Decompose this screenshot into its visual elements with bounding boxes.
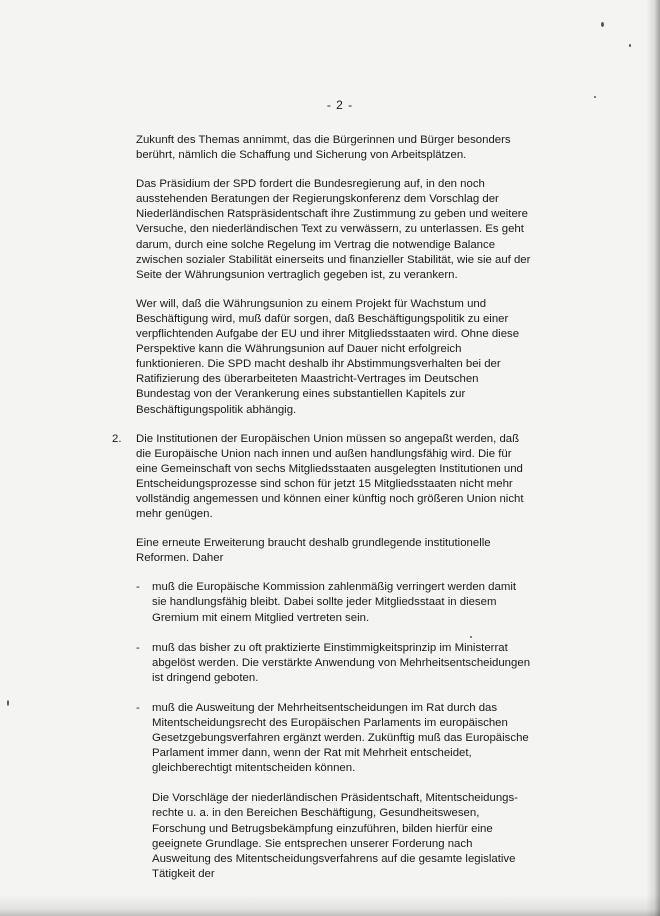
scan-speck — [629, 44, 631, 47]
list-item-text: muß das bisher zu oft praktizierte Einstimmigkeitsprinzip im Ministerrat abgelöst werden. Die verstärkte Anwendung von Mehrheitsentscheidungen ist dringend geboten. — [152, 641, 531, 684]
document-body — [112, 133, 532, 896]
section-intro: Eine erneute Erweiterung braucht deshalb grundlegende institutionelle Reformen. Daher — [136, 537, 491, 565]
paragraph: Zukunft des Themas annimmt, das die Bürgerinnen und Bürger besonders berührt, nämlich die Schaffung und Sicherung von Arbeitsplätzen. — [136, 134, 511, 162]
scan-shadow-right — [646, 0, 660, 916]
list-item — [136, 580, 532, 625]
list-item — [136, 701, 532, 776]
scan-speck — [601, 22, 604, 27]
dash-bullet: - — [136, 641, 140, 654]
dash-bullet: - — [136, 581, 140, 594]
section-number: 2. — [112, 432, 122, 445]
list-item — [136, 641, 532, 686]
closing-paragraph: Die Vorschläge der niederländischen Präsidentschaft, Mitentscheidungs-rechte u. a. in den Bereichen Beschäftigung, Gesundheitswesen, Forschung und Betrugsbekämpfung einzuführen, bilden hierfür eine geeignete Grundlage. Sie entsprechen unserer Forderung nach Ausweitung des Mitentscheidungsverfahrens auf die gesamte legislative Tätigkeit der — [152, 792, 518, 880]
section-text: Die Institutionen der Europäischen Union müssen so angepaßt werden, daß die Europäische Union nach innen und außen handlungsfähig wird. Die für eine Gemeinschaft von sechs Mitgliedsstaaten ausgelegten Institutionen und Entscheidungsprozesse sind schon für jetzt 15 Mitgliedsstaaten nicht mehr vollständig angemessen und können einer künftig noch größeren Union nicht mehr genügen. — [136, 432, 524, 521]
scan-speck — [7, 700, 9, 706]
scan-shadow-bottom — [0, 894, 660, 916]
list-item-text: muß die Europäische Kommission zahlenmäßig verringert werden damit sie handlungsfähig bleibt. Dabei sollte jeder Mitgliedsstaat in diesem Gremium mit einem Mitglied vertreten sein. — [152, 581, 517, 624]
list-item-text: muß die Ausweitung der Mehrheitsentscheidungen im Rat durch das Mitentscheidungsrecht des Europäischen Parlaments im europäischen Gesetzgebungsverfahren ergänzt werden. Zukünftig muß das Europäische Parlament immer dann, wenn der Rat mit Mehrheit entscheidet, gleichberechtigt mitentscheiden können. — [152, 701, 529, 775]
paragraph: Wer will, daß die Währungsunion zu einem Projekt für Wachstum und Beschäftigung wird, muß dafür sorgen, daß Beschäftigungspolitik zu einer verpflichtenden Aufgabe der EU und ihrer Mitgliedsstaaten wird. Ohne diese Perspektive kann die Währungsunion auf Dauer nicht erfolgreich funktionieren. Die SPD macht deshalb ihr Abstimmungsverhalten bei der Ratifizierung des überarbeiteten Maastricht-Vertrages im Deutschen Bundestag von der Verankerung eines substantiellen Kapitels zur Beschäftigungspolitik abhängig. — [136, 297, 520, 416]
numbered-section-2 — [112, 432, 532, 523]
paragraph: Das Präsidium der SPD fordert die Bundesregierung auf, in den noch ausstehenden Beratungen der Regierungskonferenz dem Vorschlag der Niederländischen Ratspräsidentschaft ihre Zustimmung zu geben und weitere Versuche, den niederländischen Text zu verwässern, zu unterlassen. Es geht darum, durch eine solche Regelung im Vertrag die notwendige Balance zwischen sozialer Stabilität einerseits und finanzieller Stabilität, wie sie auf der Seite der Währungsunion vertraglich gegeben ist, zu verankern. — [136, 178, 531, 281]
dash-bullet: - — [136, 701, 140, 714]
page-number: - 2 - — [326, 98, 354, 112]
